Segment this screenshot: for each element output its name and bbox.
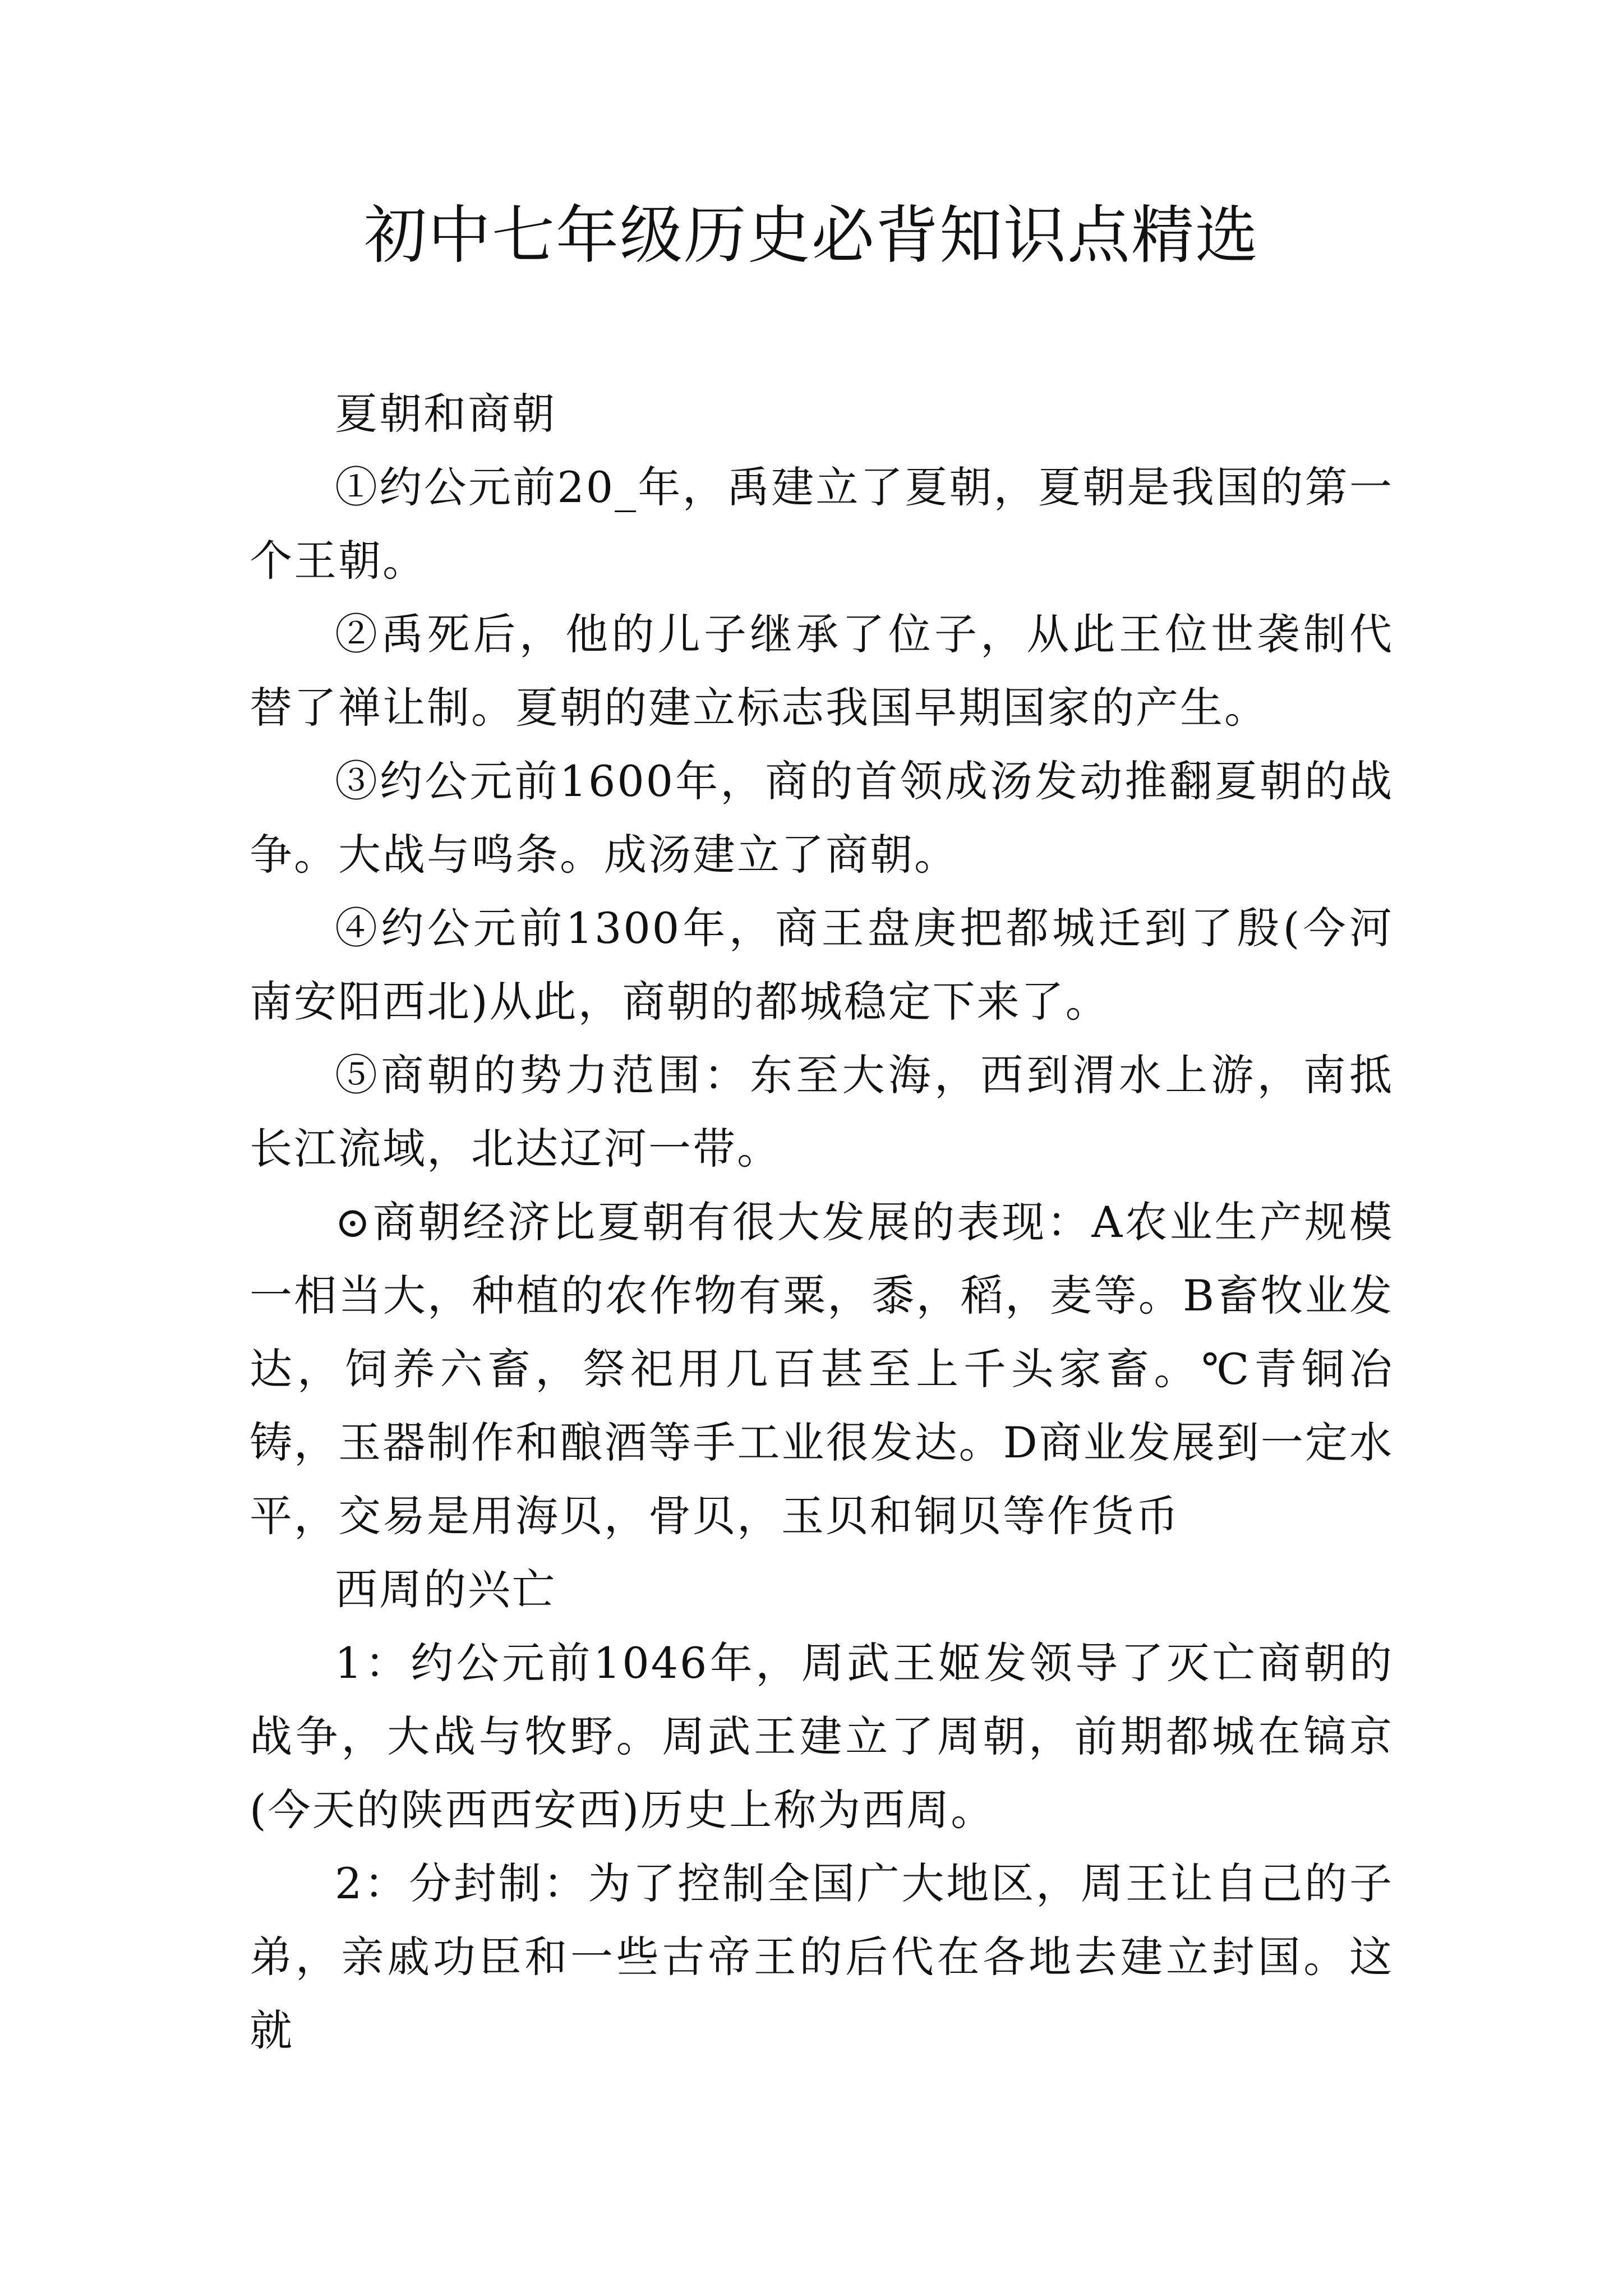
paragraph: ①约公元前20_年，禹建立了夏朝，夏朝是我国的第一个王朝。 — [250, 462, 1394, 586]
paragraph: ②禹死后，他的儿子继承了位子，从此王位世袭制代替了禅让制。夏朝的建立标志我国早期国家的产生。 — [250, 609, 1394, 733]
paragraph: ⑤商朝的势力范围：东至大海，西到渭水上游，南抵长江流域，北达辽河一带。 — [250, 1050, 1394, 1174]
section-heading: 西周的兴亡 — [335, 1565, 556, 1614]
document-title: 初中七年级历史必背知识点精选 — [364, 199, 1259, 272]
paragraph: 2：分封制：为了控制全国广大地区，周王让自己的子弟，亲戚功臣和一些古帝王的后代在各地去建立封国。这就 — [250, 1858, 1394, 2055]
document-body — [250, 377, 1394, 2067]
paragraph: ③约公元前1600年，商的首领成汤发动推翻夏朝的战争。大战与鸣条。成汤建立了商朝。 — [250, 756, 1394, 880]
paragraph: ⊙商朝经济比夏朝有很大发展的表现：A农业生产规模一相当大，种植的农作物有粟，黍，稻，麦等。B畜牧业发达，饲养六畜，祭祀用几百甚至上千头家畜。℃青铜冶铸，玉器制作和酿酒等手工业很发达。D商业发展到一定水平，交易是用海贝，骨贝，玉贝和铜贝等作货币 — [250, 1197, 1394, 1541]
paragraph: 1：约公元前1046年，周武王姬发领导了灭亡商朝的战争，大战与牧野。周武王建立了周朝，前期都城在镐京(今天的陕西西安西)历史上称为西周。 — [250, 1638, 1394, 1835]
section-heading: 夏朝和商朝 — [335, 389, 556, 439]
paragraph: ④约公元前1300年，商王盘庚把都城迁到了殷(今河南安阳西北)从此，商朝的都城稳定下来了。 — [250, 903, 1394, 1027]
